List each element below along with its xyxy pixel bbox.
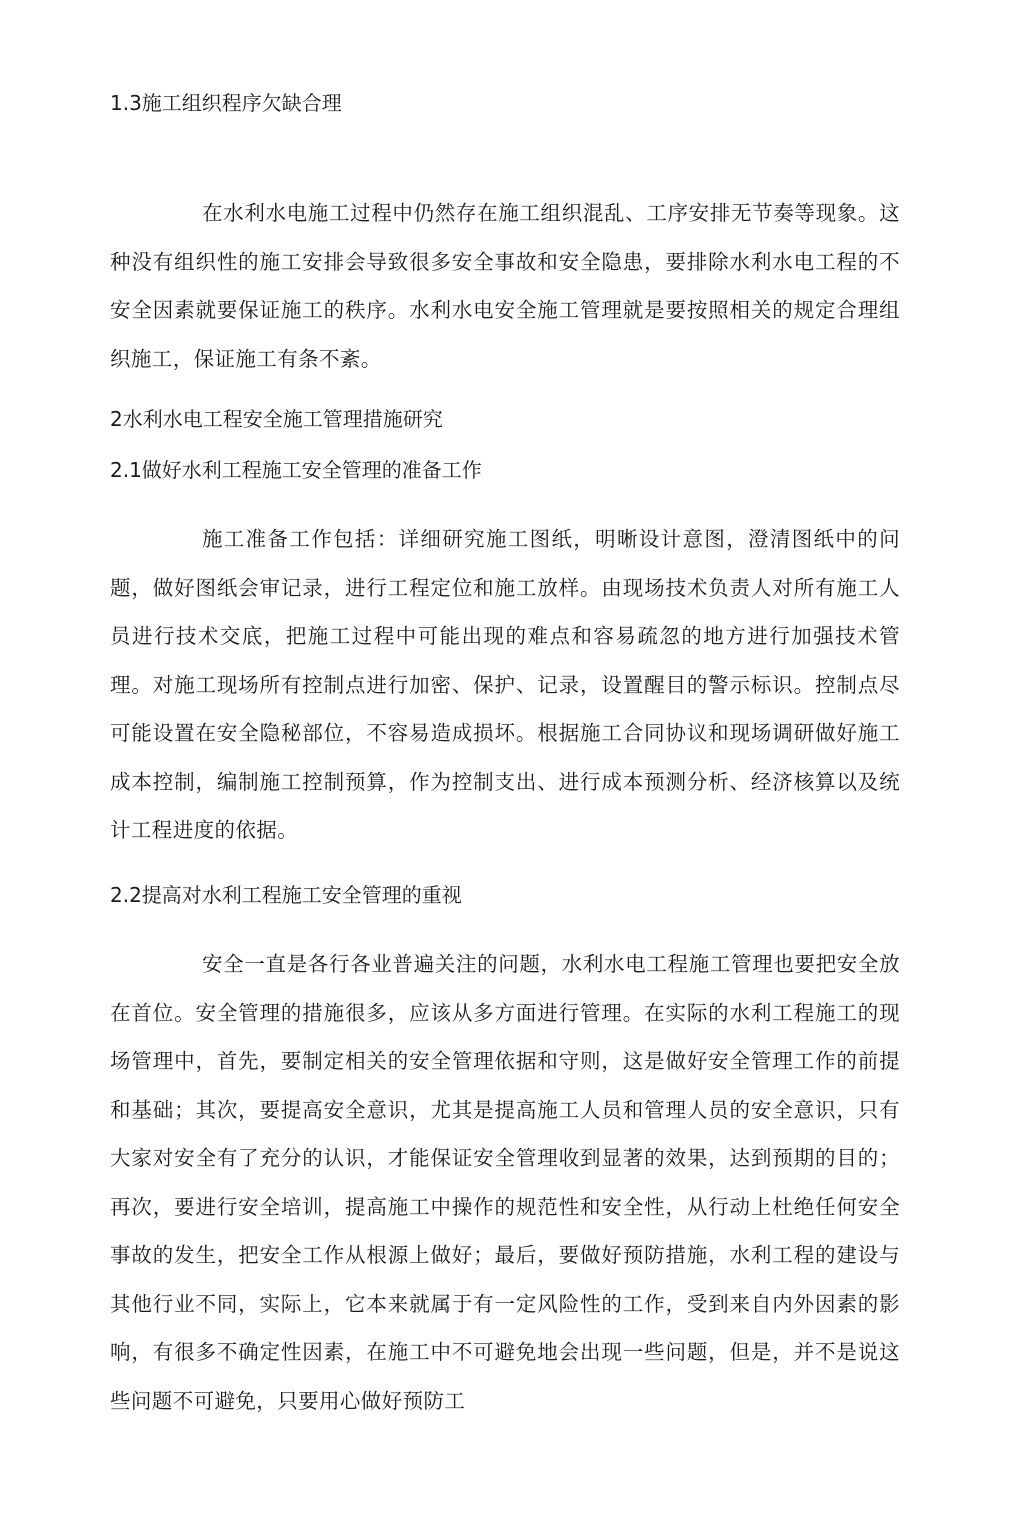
- paragraph-preparation-work: 施工准备工作包括：详细研究施工图纸，明晰设计意图，澄清图纸中的问题，做好图纸会审记录，进行工程定位和施工放样。由现场技术负责人对所有施工人员进行技术交底，把施工过程中可能出现的难点和容易疏忽的地方进行加强技术管理。对施工现场所有控制点进行加密、保护、记录，设置醒目的警示标识。控制点尽可能设置在安全隐秘部位，不容易造成损坏。根据施工合同协议和现场调研做好施工成本控制，编制施工控制预算，作为控制支出、进行成本预测分析、经济核算以及统计工程进度的依据。: [110, 527, 900, 842]
- section-heading-2: 2水利水电工程安全施工管理措施研究: [110, 407, 443, 431]
- paragraph-safety-emphasis: 安全一直是各行各业普遍关注的问题，水利水电工程施工管理也要把安全放在首位。安全管理的措施很多，应该从多方面进行管理。在实际的水利工程施工的现场管理中，首先，要制定相关的安全管理依据和守则，这是做好安全管理工作的前提和基础；其次，要提高安全意识，尤其是提高施工人员和管理人员的安全意识，只有大家对安全有了充分的认识，才能保证安全管理收到显著的效果，达到预期的目的；再次，要进行安全培训，提高施工中操作的规范性和安全性，从行动上杜绝任何安全事故的发生，把安全工作从根源上做好；最后，要做好预防措施，水利工程的建设与其他行业不同，实际上，它本来就属于有一定风险性的工作，受到来自内外因素的影响，有很多不确定性因素，在施工中不可避免地会出现一些问题，但是，并不是说这些问题不可避免，只要用心做好预防工: [110, 952, 900, 1413]
- section-heading-2-1: 2.1做好水利工程施工安全管理的准备工作: [110, 458, 482, 482]
- section-heading-2-2: 2.2提高对水利工程施工安全管理的重视: [110, 883, 462, 907]
- paragraph-construction-organization: 在水利水电施工过程中仍然存在施工组织混乱、工序安排无节奏等现象。这种没有组织性的施工安排会导致很多安全事故和安全隐患，要排除水利水电工程的不安全因素就要保证施工的秩序。水利水电安全施工管理就是要按照相关的规定合理组织施工，保证施工有条不紊。: [110, 201, 900, 371]
- section-heading-1-3: 1.3施工组织程序欠缺合理: [110, 91, 342, 115]
